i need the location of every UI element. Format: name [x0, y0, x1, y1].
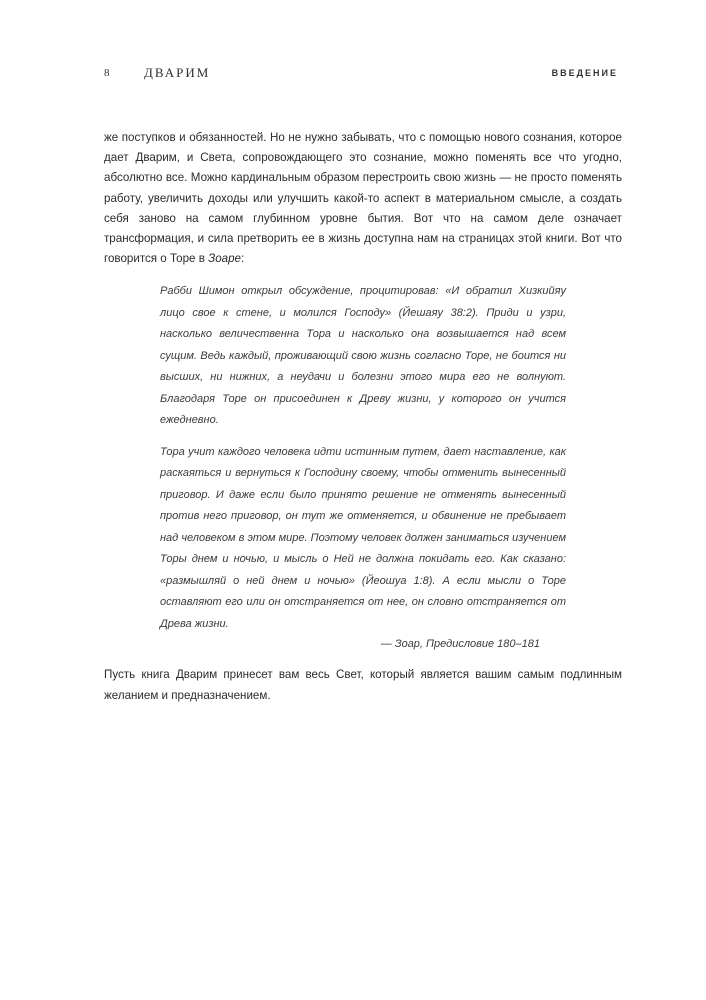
block-quote: [160, 281, 566, 654]
section-title: ВВЕДЕНИЕ: [551, 68, 618, 78]
quote-paragraph-2: Тора учит каждого человека идти истинным путем, дает наставление, как раскаяться и вернуться к Господину своему, чтобы отменить вынесенный приговор. И даже если было принято решение не отменять вынесенный против него приговор, он тут же отменяется, и обвинение не пребывает над человеком в этом мире. Поэтому человек должен заниматься изучением Торы днем и ночью, и мысль о Ней не должна покидать его. Как сказано: «размышляй о ней днем и ночью» (Йеошуа 1:8). А если мысли о Торе оставляют его или он отстраняется от нее, он словно отстраняется от Древа жизни.: [160, 445, 566, 630]
book-title: ДВАРИМ: [144, 65, 211, 80]
intro-paragraph: [104, 128, 622, 269]
source-title: Зоаре: [208, 252, 242, 266]
intro-paragraph-text: же поступков и обязанностей. Но не нужно забывать, что с помощью нового сознания, которое дает Дварим, и Света, сопровождающего это сознание, можно поменять все что угодно, абсолютно все. Можно кардинальным образом перестроить свою жизнь — не просто поменять работу, увеличить доходы или улучшить какой-то аспект в материальном смысле, а создать себя заново на самом глубинном уровне бытия. Вот что на самом деле означает трансформация, и сила претворить ее в жизнь доступна нам на страницах этой книги. Вот что говорится о Торе в: [104, 131, 622, 266]
page-number: 8: [104, 67, 110, 79]
intro-paragraph-end: :: [241, 252, 245, 266]
closing-paragraph: Пусть книга Дварим принесет вам весь Свет, который является вашим самым подлинным желанием и предназначением.: [104, 668, 622, 702]
quote-paragraph-1: Рабби Шимон открыл обсуждение, процитировав: «И обратил Хизкийяу лицо свое к стене, и молился Господу» (Йешаяу 38:2). Приди и узри, насколько величественна Тора и насколько она возвышается над всем сущим. Ведь каждый, проживающий свою жизнь согласно Торе, не боится ни высших, ни нижних, а неудачи и болезни этого мира его не волнуют. Благодаря Торе он присоединен к Древу жизни, у которого он учится ежедневно.: [160, 285, 566, 427]
quote-attribution: — Зоар, Предисловие 180–181: [380, 638, 540, 651]
page-body: [104, 128, 622, 706]
page-header: [104, 66, 618, 80]
